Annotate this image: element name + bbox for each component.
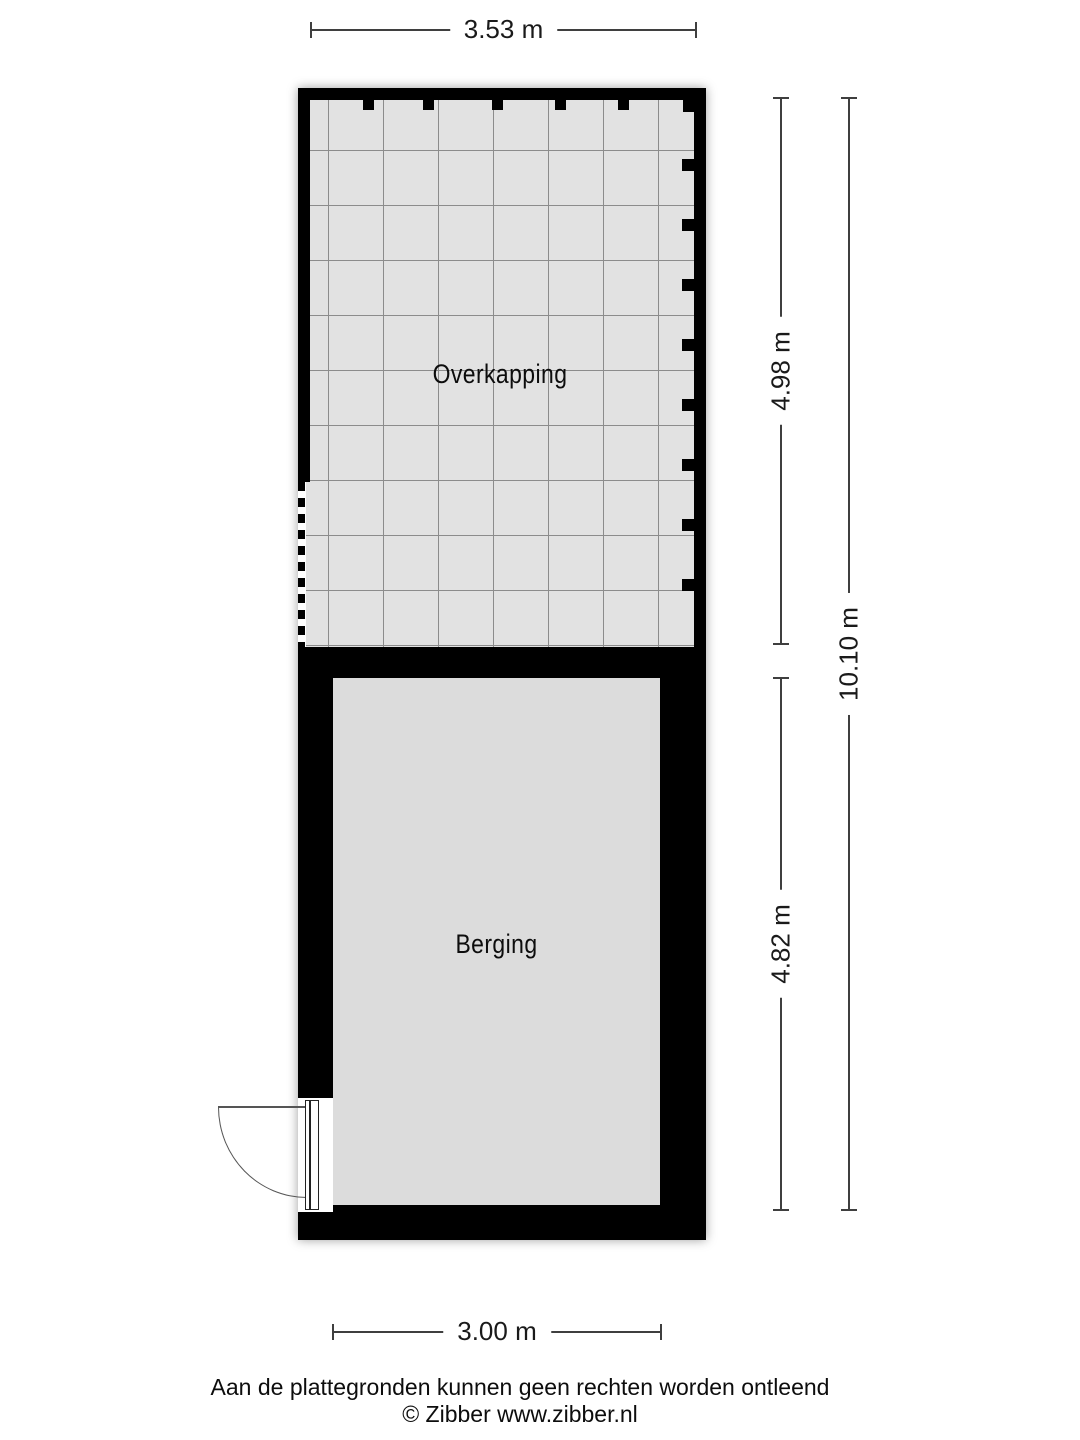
dimension-right-lower-label: 4.82 m: [766, 890, 797, 998]
door-leaf: [218, 1106, 307, 1108]
dimension-tick: [332, 1324, 334, 1340]
dimension-bottom-label: 3.00 m: [443, 1316, 551, 1347]
dimension-tick: [773, 677, 789, 679]
door-frame: [305, 1100, 319, 1210]
dimension-tick: [773, 97, 789, 99]
dimension-tick: [773, 643, 789, 645]
pillar: [555, 100, 566, 110]
dimension-tick: [841, 97, 857, 99]
pillar: [682, 279, 694, 291]
dimension-right-total-label: 10.10 m: [834, 593, 865, 715]
pillar: [492, 100, 503, 110]
floor-plan: [298, 88, 706, 1240]
wall-left-dashed: [298, 482, 305, 647]
pillar: [423, 100, 434, 110]
dimension-tick: [660, 1324, 662, 1340]
wall-right: [694, 88, 706, 647]
dimension-tick: [841, 1209, 857, 1211]
pillar: [682, 399, 694, 411]
pillar: [682, 159, 694, 171]
dimension-top-label: 3.53 m: [450, 14, 558, 45]
room-label-overkapping: Overkapping: [432, 359, 568, 389]
pillar: [682, 339, 694, 351]
footer: [0, 1374, 1040, 1428]
footer-copyright: © Zibber www.zibber.nl: [402, 1401, 638, 1427]
wall-left: [298, 88, 310, 482]
pillar: [682, 579, 694, 591]
dimension-right-upper-label: 4.98 m: [766, 317, 797, 425]
dimension-right-lower: [765, 677, 796, 1211]
wall-top: [298, 88, 706, 100]
dimension-right-total: [833, 97, 864, 1211]
pillar: [682, 519, 694, 531]
dimension-right-upper: [765, 97, 796, 645]
dimension-bottom: [332, 1317, 662, 1347]
pillar: [618, 100, 629, 110]
door-swing-arc: [218, 1107, 307, 1198]
door-frame-line: [309, 1101, 311, 1209]
pillar: [682, 459, 694, 471]
dimension-top: [310, 15, 697, 45]
dimension-tick: [310, 22, 312, 38]
dimension-tick: [773, 1209, 789, 1211]
pillar: [682, 219, 694, 231]
pillar: [363, 100, 374, 110]
footer-disclaimer: Aan de plattegronden kunnen geen rechten worden ontleend: [210, 1374, 830, 1400]
pillar: [683, 100, 694, 112]
room-label-berging: Berging: [455, 929, 538, 959]
dimension-tick: [695, 22, 697, 38]
